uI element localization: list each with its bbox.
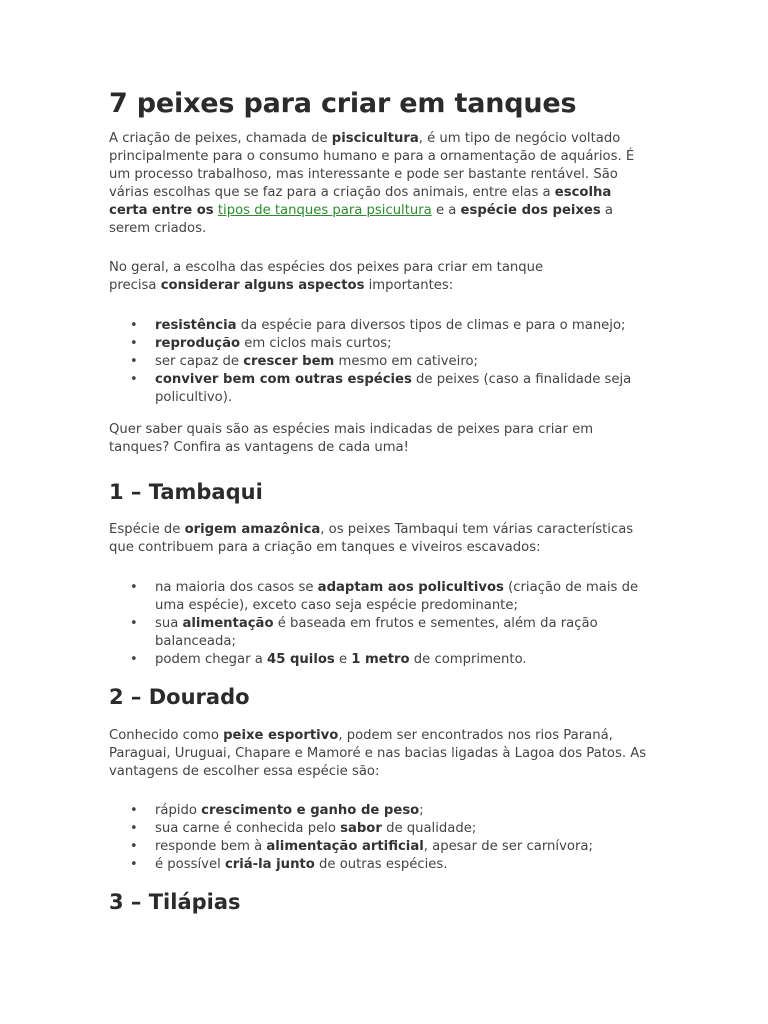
geral-bold: considerar alguns aspectos	[160, 278, 365, 293]
tambaqui-text-1: Espécie de	[109, 522, 185, 537]
item-bold: criá-la junto	[224, 857, 315, 872]
item-pre: podem chegar a	[155, 652, 268, 667]
item-text: ;	[419, 803, 424, 818]
item-bold: sabor	[340, 821, 382, 836]
item-bold: crescimento e ganho de peso	[201, 803, 420, 818]
list-item	[109, 651, 654, 669]
geral-text-2: importantes:	[364, 278, 454, 293]
intro-bold-especie: espécie dos peixes	[460, 203, 601, 218]
tambaqui-text-2: , os peixes Tambaqui tem várias características que contribuem para a criação em tanques e viveiros escavados:	[109, 522, 634, 555]
intro-bold-escolha: escolha certa entre os	[109, 185, 612, 218]
aspect-text: de peixes (caso a finalidade seja policultivo).	[155, 372, 632, 405]
item-bold: adaptam aos policultivos	[317, 580, 504, 595]
item-bold: 45 quilos	[267, 652, 335, 667]
section-heading-tilapias: 3 – Tilápias	[109, 890, 241, 914]
section-heading-tambaqui: 1 – Tambaqui	[109, 480, 263, 504]
aspect-bold: resistência	[155, 318, 237, 333]
list-item	[109, 353, 654, 371]
list-item	[109, 615, 654, 651]
tanques-link[interactable]: tipos de tanques para psicultura	[217, 203, 432, 218]
dourado-bold: peixe esportivo	[223, 728, 339, 743]
page-title: 7 peixes para criar em tanques	[109, 88, 577, 119]
intro-text-5: a serem criados.	[109, 203, 614, 236]
aspect-bold: crescer bem	[243, 354, 335, 369]
tambaqui-list	[109, 579, 654, 669]
list-item	[109, 579, 654, 615]
list-item	[109, 838, 654, 856]
geral-text-1: No geral, a escolha das espécies dos peixes para criar em tanque precisa	[109, 260, 544, 293]
intro-bold-piscicultura: piscicultura	[331, 131, 419, 146]
item-pre: sua carne é conhecida pelo	[155, 821, 341, 836]
item-mid: e	[334, 652, 352, 667]
list-item	[109, 820, 654, 838]
geral-paragraph	[109, 259, 549, 295]
item-text: de outras espécies.	[314, 857, 448, 872]
item-text: , apesar de ser carnívora;	[423, 839, 593, 854]
aspect-text: da espécie para diversos tipos de climas e para o manejo;	[236, 318, 626, 333]
item-text: é baseada em frutos e sementes, além da ração balanceada;	[155, 616, 598, 649]
aspect-pre: ser capaz de	[155, 354, 244, 369]
item-text: de qualidade;	[381, 821, 477, 836]
quer-paragraph: Quer saber quais são as espécies mais indicadas de peixes para criar em tanques? Confira as vantagens de cada uma!	[109, 422, 594, 455]
item-pre: na maioria dos casos se	[155, 580, 318, 595]
intro-paragraph	[109, 130, 654, 238]
list-item	[109, 802, 654, 820]
aspect-bold: conviver bem com outras espécies	[155, 372, 412, 387]
dourado-text-1: Conhecido como	[109, 728, 224, 743]
item-bold: alimentação	[182, 616, 274, 631]
item-bold: alimentação artificial	[266, 839, 424, 854]
section-heading-dourado: 2 – Dourado	[109, 685, 250, 709]
item-text: (criação de mais de uma espécie), exceto caso seja espécie predominante;	[155, 580, 639, 613]
item-text: de comprimento.	[409, 652, 527, 667]
dourado-list	[109, 802, 654, 874]
aspect-text: mesmo em cativeiro;	[334, 354, 478, 369]
item-bold-2: 1 metro	[351, 652, 410, 667]
dourado-text-2: , podem ser encontrados nos rios Paraná, Paraguai, Uruguai, Chapare e Mamoré e nas bacias ligadas à Lagoa dos Patos. As vantagens de escolher essa espécie são:	[109, 728, 647, 779]
dourado-paragraph	[109, 727, 654, 781]
item-pre: é possível	[155, 857, 225, 872]
aspect-text: em ciclos mais curtos;	[240, 336, 392, 351]
aspects-list	[109, 317, 654, 407]
list-item	[109, 317, 654, 335]
intro-text-1: A criação de peixes, chamada de	[109, 131, 332, 146]
list-item	[109, 856, 654, 874]
item-pre: responde bem à	[155, 839, 267, 854]
item-pre: sua	[155, 616, 183, 631]
tambaqui-paragraph	[109, 521, 654, 557]
intro-text-4: e a	[431, 203, 461, 218]
list-item	[109, 335, 654, 353]
item-pre: rápido	[155, 803, 202, 818]
aspect-bold: reprodução	[155, 336, 241, 351]
tambaqui-bold: origem amazônica	[184, 522, 321, 537]
list-item	[109, 371, 654, 407]
intro-text-2: , é um tipo de negócio voltado principalmente para o consumo humano e para a ornamentação de aquários. É um processo trabalhoso, mas interessante e pode ser bastante rentável. São várias escolhas que se faz para a criação dos animais, entre elas a	[109, 131, 635, 200]
